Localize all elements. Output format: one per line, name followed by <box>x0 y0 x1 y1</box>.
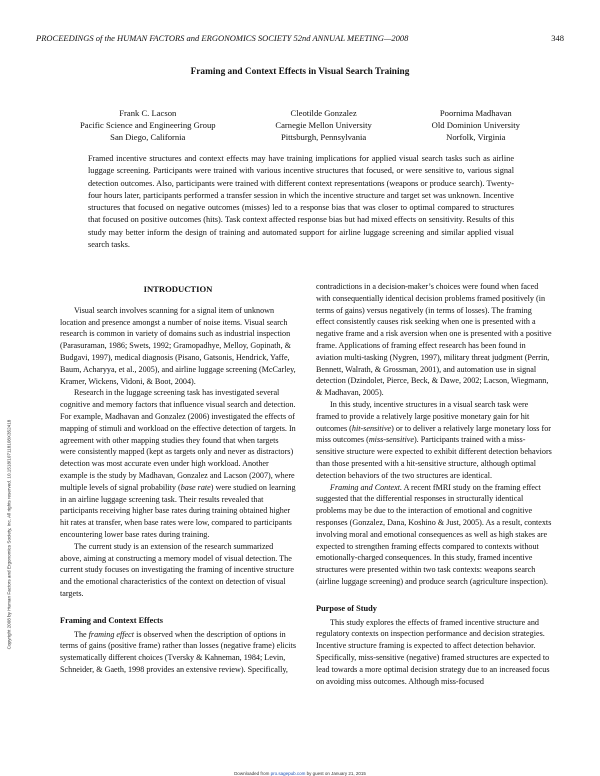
paragraph: Framing and Context. A recent fMRI study on the framing effect suggested that the differential responses in structurally identical problems may be due to the interaction of emotional and cognitive responses (Gonzalez, Dana, Koshino & Just, 2005). As a result, contexts involving moral and emotional consequences as well as high stakes are expected to strengthen framing effects compared to contexts without emotionally-charged consequences. In this study, framed incentive structures were presented within two task contexts: weapons search (airline luggage screening) and produce search (agriculture inspection). <box>316 482 552 586</box>
author-1 <box>80 107 216 143</box>
left-column <box>60 282 296 676</box>
copyright-text: Copyright 2008 by Human Factors and Ergonomics Society, Inc. All rights reserved. 10.1518/107118108X352418 <box>6 419 12 650</box>
author-3 <box>432 107 520 143</box>
publisher-link[interactable]: pro.sagepub.com <box>270 771 306 776</box>
paragraph: The current study is an extension of the research summarized above, aiming at constructing a memory model of visual detection. The current study focuses on investigating the framing of incentive structure and the emotional characteristics of the context on detection of visual targets. <box>60 541 294 598</box>
section-heading-introduction: INTRODUCTION <box>143 284 213 294</box>
author-name: Poornima Madhavan <box>439 108 512 118</box>
paragraph: Visual search involves scanning for a signal item of unknown location and presence amongst a number of noise items. Visual search research is common in variety of domains such as industrial inspection (Parasuraman, 1986; Swets, 1992; Gramopadhye, Melloy, Gopinath, & Budgavi, 1997), medical diagnosis (Pisano, Gatsonis, Hendrick, Yaffe, Baum, Acharyya, et al., 2005), and airline luggage screening (McCarley, Kramer, Wickens, Vidoni, & Boot, 2004). <box>60 305 296 386</box>
running-header <box>36 33 564 47</box>
author-affiliation: Pacific Science and Engineering Group <box>80 120 216 130</box>
download-footer: Downloaded from pro.sagepub.com by guest on January 21, 2015 <box>234 771 366 776</box>
author-location: San Diego, California <box>110 132 186 142</box>
author-block <box>80 107 520 143</box>
paragraph: Research in the luggage screening task has investigated several cognitive and memory factors that influence visual search and detection. For example, Madhavan and Gonzalez (2006) investigated the effects of mapping of stimuli and workload on the effective detection of targets. In agreement with other mapping studies they found that when targets were consistently mapped (kept as targets only and never as distractors) detection was most accurate even under high workload. Another example is the study by Madhavan, Gonzalez and Lacson (2007), where multiple levels of signal probability (base rate) were studied on learning in an airline luggage screening task. Their results revealed that participants receiving higher base rates during training obtained higher hit rates at transfer, when base rates were low, compared to participants encountering lower base rates during training. <box>60 388 296 539</box>
author-location: Norfolk, Virginia <box>446 132 506 142</box>
subsection-heading: Purpose of Study <box>316 603 377 613</box>
paragraph: contradictions in a decision-maker’s choices were found when faced with consequentially identical decision problems framed positively (in terms of gains) versus negatively (in terms of losses). The framing effect consistently causes risk seeking when one is presented with a negative frame and a risk aversion when one is presented with a positive frame. Applications of framing effect research has been found in aviation multi-tasking (Nygren, 1997), military threat judgment (Perrin, Bennett, Walrath, & Grossman, 2001), and automation use in signal detection (Dzindolet, Pierce, Beck, & Dawe, 2002; Lacson, Wiegmann, & Madhavan, 2005). <box>316 282 552 398</box>
page-number: 348 <box>551 33 564 43</box>
author-2 <box>275 107 371 143</box>
abstract: Framed incentive structures and context effects may have training implications for applied visual search tasks such as airline luggage screening. Participants were trained with various incentive structures that focused, or were sensitive to, various signal detection outcomes. Also, participants were trained with different context representations (weapons or produce search). Twenty-four hours later, participants performed a transfer session in which the incentive structure and target set was unknown. Incentive structures that focused on negative outcomes (misses) led to a response bias that was closer to optimal compared to structures that focused on positive outcomes (hits). Task context affected response bias but had mixed effects on sensitivity. Results of this study may better inform the design of training and automated support for airline luggage screening and similar applied visual search tasks. <box>88 154 514 250</box>
author-name: Frank C. Lacson <box>119 108 177 118</box>
copyright-sidebar <box>4 382 18 690</box>
journal-title: PROCEEDINGS of the HUMAN FACTORS and ERGONOMICS SOCIETY 52nd ANNUAL MEETING—2008 <box>36 33 409 43</box>
subsection-heading: Framing and Context Effects <box>60 615 164 625</box>
author-location: Pittsburgh, Pennsylvania <box>280 132 367 142</box>
author-affiliation: Carnegie Mellon University <box>275 120 372 130</box>
right-column <box>316 281 552 687</box>
paragraph: In this study, incentive structures in a visual search task were framed to provide a relatively large positive monetary gain for hit outcomes (hit-sensitive) or to deliver a relatively large monetary loss for miss outcomes (miss-sensitive). Participants trained with a miss-sensitive structure were expected to exhibit different detection behaviors than those presented with a hit-sensitive structure, although optimal detection behaviors of the two structures are identical. <box>316 399 552 480</box>
paragraph: The framing effect is observed when the description of options in terms of gains (positive frame) rather than losses (negative frame) elicits systematically different choices (Tversky & Kahneman, 1984; Levin, Schneider, & Gaeth, 1998 provides an extensive review). Specifically, <box>60 629 296 674</box>
paper-title: Framing and Context Effects in Visual Search Training <box>190 67 410 77</box>
paragraph: This study explores the effects of framed incentive structure and regulatory contexts on inspection performance and decision strategies. Incentive structure framing is expected to affect detection behavior. Specifically, miss-sensitive (negative) framed structures are expected to lead towards a more optimal decision strategy due to an increased focus on avoiding miss outcomes. Although miss-focused <box>316 617 550 686</box>
author-affiliation: Old Dominion University <box>431 120 520 130</box>
author-name: Cleotilde Gonzalez <box>290 108 357 118</box>
